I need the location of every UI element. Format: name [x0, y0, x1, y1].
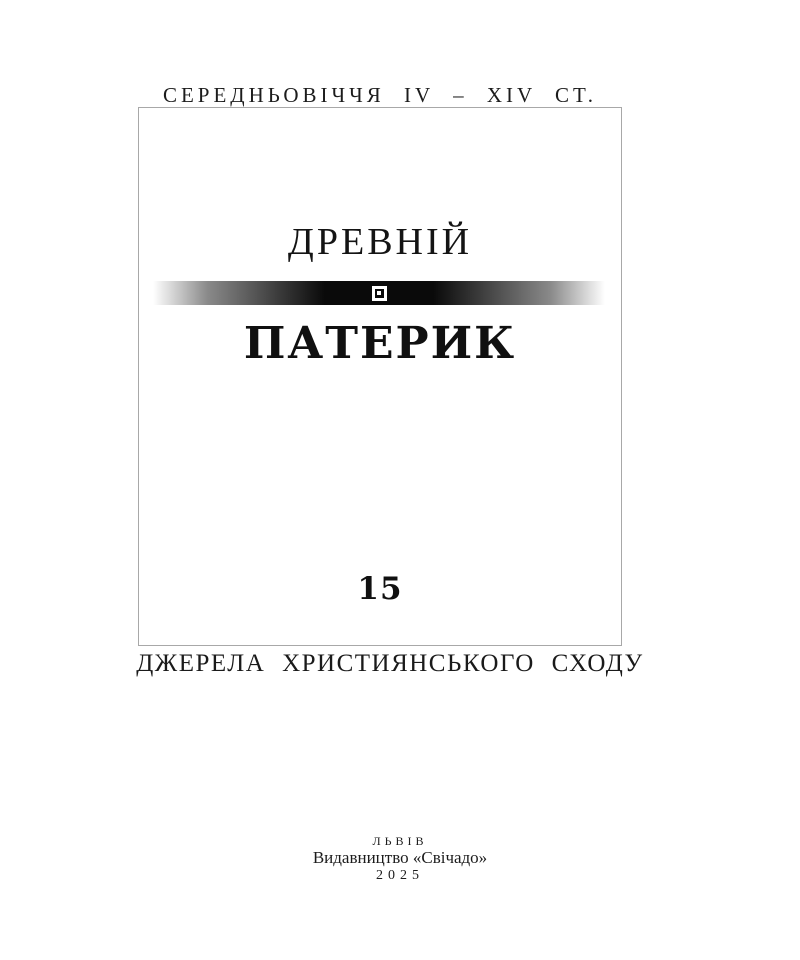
volume-number: 15 [357, 571, 403, 607]
series-period-label: СЕРЕДНЬОВІЧЧЯ IV – XIV СТ. [162, 83, 598, 107]
square-ornament-core [377, 291, 381, 295]
book-title-line2: ПАТЕРИК [243, 318, 517, 369]
book-title-line1: ДРЕВНІЙ [287, 221, 473, 263]
imprint-publisher: Видавництво «Свічадо» [312, 848, 488, 867]
imprint-city: ЛЬВІВ [372, 834, 428, 848]
imprint-year: 2025 [376, 868, 424, 883]
divider-bar [153, 281, 605, 305]
series-name-label: ДЖЕРЕЛА ХРИСТИЯНСЬКОГО СХОДУ [136, 650, 644, 677]
title-frame [138, 107, 622, 646]
square-ornament-icon [372, 286, 387, 301]
square-ornament-inner [375, 289, 384, 298]
imprint-block [0, 834, 800, 884]
